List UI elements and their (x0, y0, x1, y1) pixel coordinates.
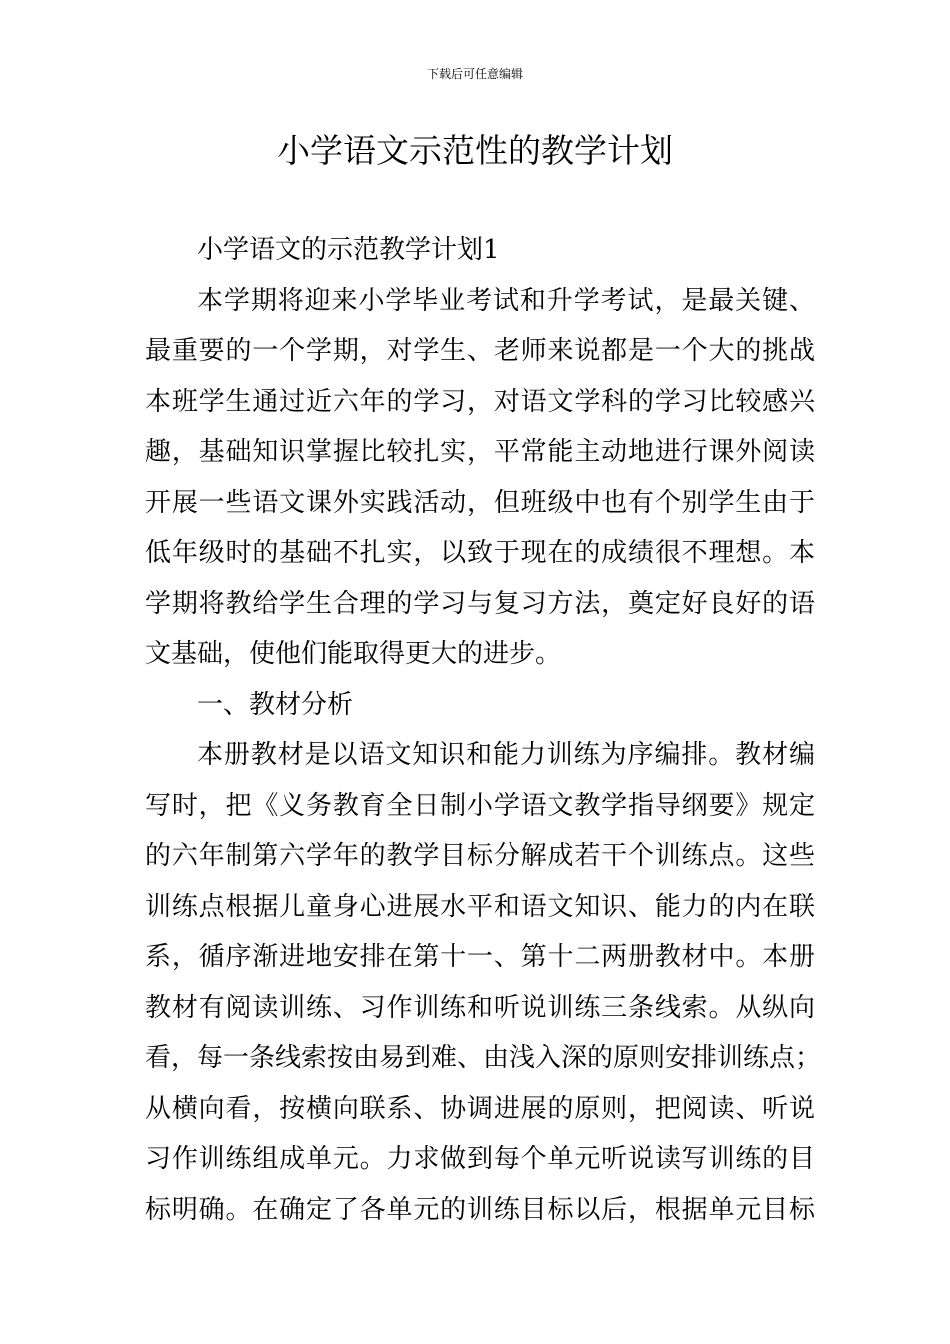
paragraph-line: 学期将教给学生合理的学习与复习方法，奠定好良好的语 (145, 588, 815, 619)
paragraph-line: 训练点根据儿童身心进展水平和语文知识、能力的内在联 (145, 891, 815, 922)
paragraph-line: 低年级时的基础不扎实，以致于现在的成绩很不理想。本 (145, 538, 815, 568)
document-title: 小学语文示范性的教学计划 (277, 131, 673, 170)
paragraph-line: 习作训练组成单元。力求做到每个单元听说读写训练的目 (145, 1144, 815, 1174)
paragraph-line: 看，每一条线索按由易到难、由浅入深的原则安排训练点； (145, 1043, 822, 1073)
paragraph-line: 开展一些语文课外实践活动，但班级中也有个别学生由于 (145, 487, 815, 518)
paragraph-line: 本册教材是以语文知识和能力训练为序编排。教材编 (197, 740, 815, 770)
paragraph-line: 从横向看，按横向联系、协调进展的原则，把阅读、听说 (145, 1093, 815, 1124)
paragraph-line: 标明确。在确定了各单元的训练目标以后，根据单元目标 (145, 1194, 815, 1225)
paragraph-line: 系，循序渐进地安排在第十一、第十二两册教材中。本册 (145, 942, 815, 972)
section-heading: 小学语文的示范教学计划1 (197, 235, 500, 265)
paragraph-line: 本班学生通过近六年的学习，对语文学科的学习比较感兴 (145, 386, 815, 417)
paragraph-line: 趣，基础知识掌握比较扎实，平常能主动地进行课外阅读 (145, 437, 815, 467)
paragraph-line: 本学期将迎来小学毕业考试和升学考试，是最关键、 (197, 285, 815, 316)
document-body (145, 225, 822, 1235)
paragraph-line: 教材有阅读训练、习作训练和听说训练三条线索。从纵向 (145, 992, 815, 1023)
section-heading: 一、教材分析 (197, 689, 354, 720)
paragraph-line: 写时，把《义务教育全日制小学语文教学指导纲要》规定 (145, 790, 815, 821)
paragraph-line: 最重要的一个学期，对学生、老师来说都是一个大的挑战 (145, 336, 815, 366)
paragraph-line: 的六年制第六学年的教学目标分解成若干个训练点。这些 (145, 841, 815, 871)
page-header-note: 下载后可任意编辑 (426, 67, 523, 81)
paragraph-line: 文基础，使他们能取得更大的进步。 (145, 639, 562, 669)
